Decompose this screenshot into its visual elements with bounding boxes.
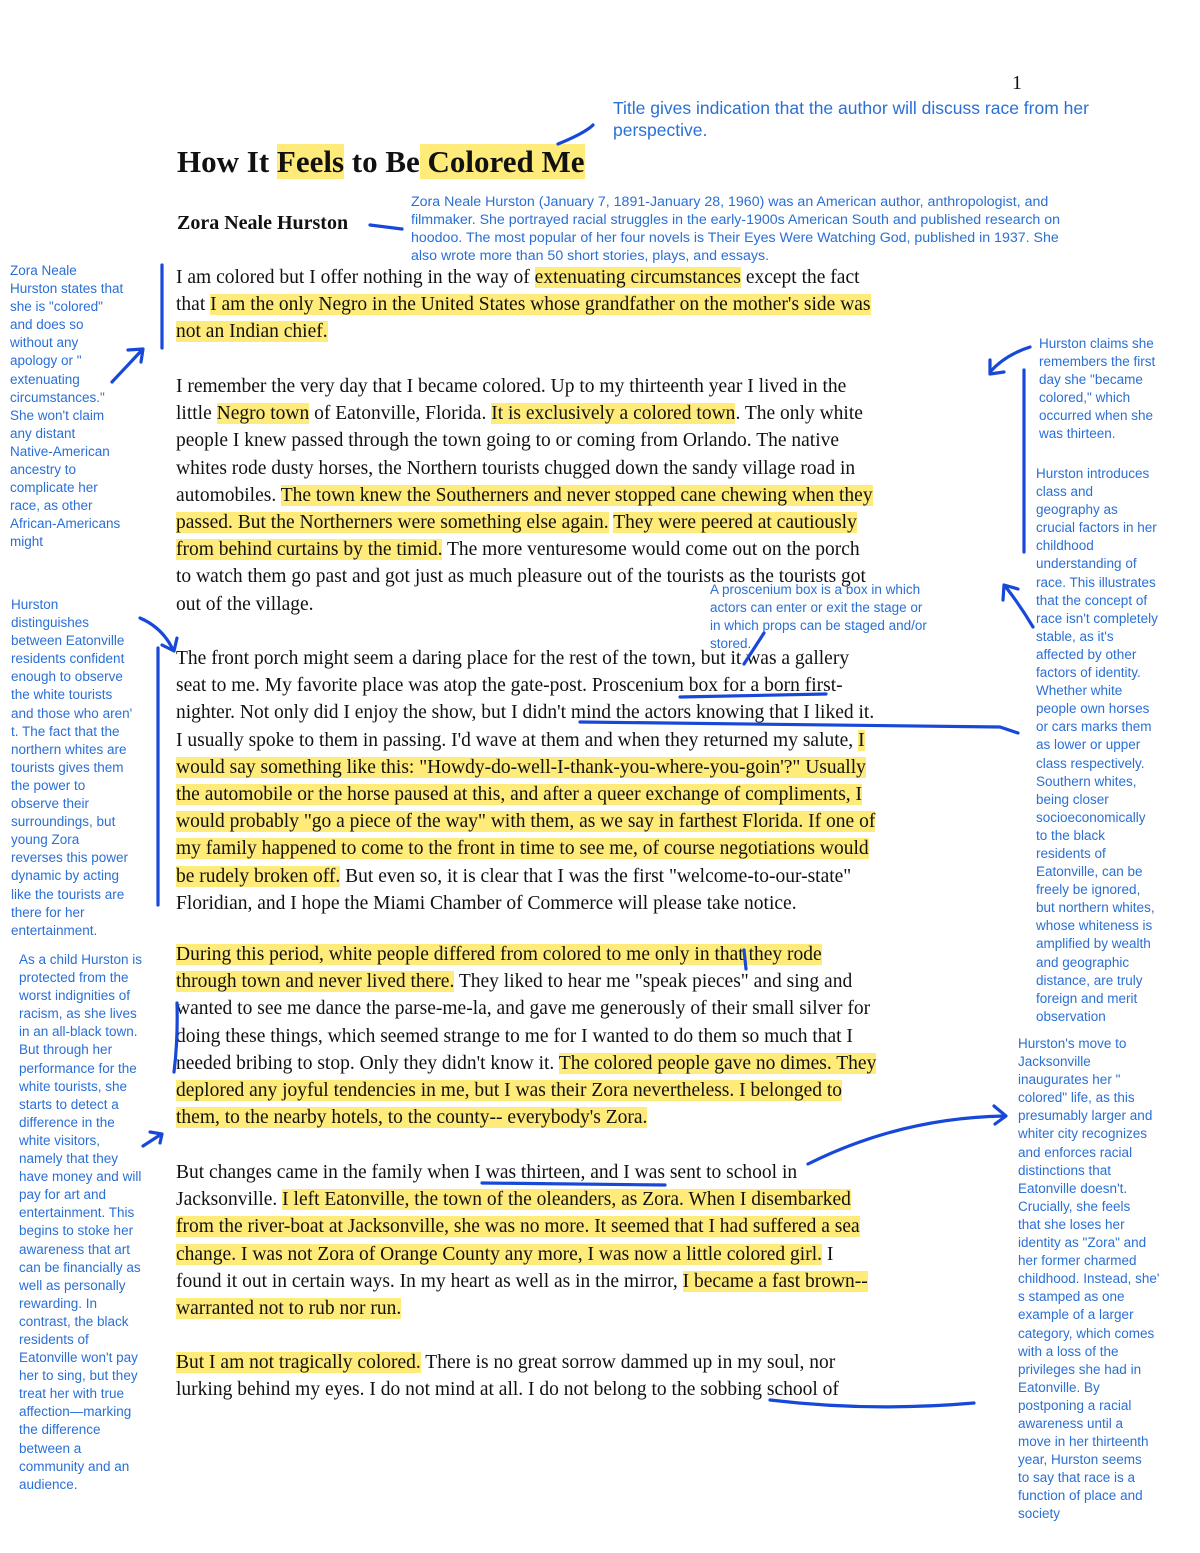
text-line [176, 400, 1024, 427]
text-line [176, 1376, 1024, 1403]
essay-paragraph [176, 645, 1024, 917]
essay-paragraph [176, 941, 1024, 1131]
text-line [176, 536, 1024, 563]
title-highlight-feels: Feels [276, 144, 345, 179]
note-line: dynamic by acting [11, 868, 120, 884]
highlighted-text: But I am not tragically colored. [176, 1352, 421, 1373]
note-line: entertainment. [11, 922, 98, 938]
note-line: Eatonville, can be [1036, 864, 1143, 880]
margin-note-jacksonville [1018, 1035, 1159, 1524]
highlighted-text: would say something like this: "Howdy-do-well-I-thank-you-where-you-goin'?" Usually [176, 756, 866, 778]
note-line: freely be ignored, [1036, 882, 1141, 898]
text-line [176, 1104, 1024, 1131]
ink-arrow-para2 [990, 347, 1030, 374]
text-segment: except the fact [740, 267, 860, 288]
text-line [176, 1077, 1024, 1104]
note-line: understanding of [1036, 556, 1137, 572]
text-segment: wanted to see me dance the parse-me-la, and gave me generously of their small silver for [176, 998, 871, 1020]
title-part: How It [177, 144, 277, 179]
text-segment: Floridian, and I hope the Miami Chamber of Commerce will please take notice. [176, 892, 797, 914]
highlighted-text: I became a fast brown-- [682, 1270, 868, 1292]
note-line: surroundings, but [11, 814, 116, 830]
note-line: in which props can be staged and/or [710, 618, 927, 634]
highlighted-text: It is exclusively a colored town [491, 403, 736, 425]
note-line: audience. [19, 1476, 78, 1492]
note-line: treat her with true [19, 1386, 125, 1402]
essay-paragraph [176, 1349, 1024, 1403]
note-line: like the tourists are [11, 886, 125, 902]
note-line: awareness until a [1018, 1415, 1124, 1431]
text-line [176, 373, 1024, 400]
note-line: crucial factors in her [1036, 520, 1157, 536]
note-line: function of place and [1018, 1488, 1143, 1504]
note-line: being closer [1036, 791, 1109, 807]
text-line [176, 455, 1024, 482]
note-line: example of a larger [1018, 1307, 1134, 1323]
note-line: people own horses [1036, 701, 1150, 717]
text-segment: I [822, 1243, 834, 1265]
text-segment: lurking behind my eyes. I do not mind at all. I do not belong to the sobbing school of [176, 1379, 839, 1401]
note-line: affected by other [1036, 646, 1137, 662]
note-line: between a [19, 1440, 82, 1456]
note-line: distinctions that [1018, 1162, 1112, 1178]
text-line [176, 509, 1024, 536]
text-line [176, 1295, 1024, 1322]
note-line: namely that they [19, 1151, 119, 1167]
note-line: class and [1036, 484, 1094, 500]
note-line: circumstances." [10, 389, 105, 405]
note-line: race isn't completely [1036, 610, 1158, 626]
note-line: racism, as she lives [19, 1006, 137, 1022]
note-line: that she loses her [1018, 1216, 1125, 1232]
note-line: contrast, the black [19, 1313, 129, 1329]
text-segment: The front porch might seem a daring place for the rest of the town, but it was a gallery [176, 648, 850, 669]
text-segment: But even so, it is clear that I was the first "welcome-to-our-state" [340, 865, 852, 887]
note-line: Hurston states that [10, 281, 124, 297]
note-line: complicate her [10, 480, 98, 496]
note-line: starts to detect a [19, 1096, 119, 1112]
highlighted-text: The town knew the Southerners and never stopped cane chewing when they [280, 484, 873, 506]
note-line: Crucially, she feels [1018, 1198, 1131, 1214]
note-line: but northern whites, [1036, 900, 1155, 916]
note-line: also wrote more than 50 short stories, plays, and essays. [411, 248, 770, 264]
note-line: enough to observe [11, 669, 123, 685]
note-line: Southern whites, [1036, 773, 1137, 789]
text-segment: I am colored but I offer nothing in the way of [176, 267, 535, 288]
text-line [176, 1159, 1024, 1186]
note-line: residents of [19, 1331, 89, 1347]
text-segment: They liked to hear me "speak pieces" and sing and [454, 971, 853, 993]
text-line [176, 995, 1024, 1022]
margin-note-became-colored [1039, 335, 1155, 444]
note-line: identity as "Zora" and [1018, 1235, 1147, 1251]
note-line: She won't claim [10, 407, 105, 423]
note-line: pay for art and [19, 1187, 107, 1203]
highlighted-text: During this period, white people differed from colored to me only in that they rode [176, 944, 822, 965]
note-line: class respectively. [1036, 755, 1145, 771]
note-line: Hurston claims she [1039, 336, 1154, 351]
text-segment: Jacksonville. [176, 1189, 283, 1211]
note-line: and does so [10, 317, 84, 333]
note-line: inaugurates her " [1018, 1072, 1121, 1088]
note-line: worst indignities of [19, 988, 131, 1004]
note-line: childhood. Instead, she' [1018, 1271, 1160, 1287]
note-line: category, which comes [1018, 1325, 1155, 1341]
text-segment: nighter. Not only did I enjoy the show, but I didn't mind the actors knowing that I liked it. [176, 702, 875, 724]
ink-arrow-childhood [143, 1132, 162, 1146]
note-line: observe their [11, 796, 90, 812]
highlighted-text: deplored any joyful tendencies in me, but I was their Zora nevertheless. I belonged to [176, 1080, 843, 1102]
note-line: entertainment. This [19, 1205, 135, 1221]
note-line: Title gives indication that the author will discuss race from her [613, 98, 1089, 118]
note-line: race, as other [10, 498, 93, 514]
highlighted-text: the automobile or the horse paused at this, and after a queer exchange of compliments, I [176, 784, 863, 806]
note-line: colored," which [1039, 390, 1131, 406]
highlighted-text: from behind curtains by the timid. [176, 539, 443, 561]
highlighted-text: be rudely broken off. [176, 865, 341, 887]
note-line: her to sing, but they [19, 1368, 138, 1384]
note-line: she is "colored" [10, 299, 103, 315]
note-line: observation [1036, 1008, 1106, 1024]
note-line: without any [10, 335, 79, 351]
note-line: stable, as it's [1036, 628, 1114, 644]
note-line: as lower or upper [1036, 737, 1141, 753]
author-bio-annotation [411, 193, 1060, 265]
text-segment: automobiles. [176, 484, 281, 506]
note-line: residents confident [11, 651, 125, 667]
note-line: white visitors, [19, 1132, 101, 1148]
title-highlight-colored-me: Colored Me [419, 144, 585, 179]
note-line: geography as [1036, 502, 1118, 518]
note-line: occurred when she [1039, 408, 1154, 424]
note-line: Eatonville won't pay [19, 1350, 138, 1366]
note-line: filmmaker. She portrayed racial struggles in the early-1900s American South and published research on [411, 212, 1061, 228]
note-line: and geographic [1036, 954, 1130, 970]
note-line: awareness that art [19, 1241, 131, 1257]
note-line: Hurston [11, 597, 59, 612]
text-line [176, 1023, 1024, 1050]
page-number: 1 [1012, 72, 1022, 94]
text-line [176, 808, 1024, 835]
title-annotation [613, 97, 1089, 141]
text-segment: found it out in certain ways. In my heart as well as in the mirror, [176, 1270, 683, 1292]
text-segment: whites rode dusty horses, the Northern tourists chugged down the sandy village road in [176, 457, 856, 479]
highlighted-text: warranted not to rub nor run. [176, 1298, 402, 1320]
note-line: residents of [1036, 845, 1106, 861]
note-line: and those who aren' [11, 705, 133, 721]
note-line: the white tourists [11, 687, 113, 703]
text-line [176, 482, 1024, 509]
note-line: year, Hurston seems [1018, 1452, 1142, 1468]
text-line [176, 1213, 1024, 1240]
note-line: perspective. [613, 120, 708, 140]
note-line: African-Americans [10, 516, 121, 532]
ink-arrow-title [558, 125, 593, 144]
note-line: well as personally [19, 1277, 126, 1293]
note-line: whose whiteness is [1036, 918, 1153, 934]
note-line: community and an [19, 1458, 130, 1474]
note-line: any distant [10, 425, 76, 441]
note-line: apology or " [10, 353, 82, 369]
note-line: northern whites are [11, 741, 127, 757]
note-line: performance for the [19, 1060, 137, 1076]
highlighted-text: through town and never lived there. [176, 971, 455, 993]
note-line: A proscenium box is a box in which [710, 582, 921, 597]
note-line: that the concept of [1036, 592, 1148, 608]
text-segment: people I knew passed through the town going to or coming from Orlando. The native [176, 430, 840, 452]
note-line: extenuating [10, 371, 80, 387]
margin-note-colored [10, 262, 123, 552]
highlighted-text: I am the only Negro in the United States whose grandfather on the mother's side was [210, 294, 871, 316]
text-segment: little [176, 403, 217, 425]
note-line: Zora Neale Hurston (January 7, 1891-January 28, 1960) was an American author, anthropologist, and [411, 194, 1049, 210]
note-line: colored" life, as this [1018, 1090, 1135, 1106]
text-segment: that [176, 294, 211, 316]
note-line: have money and will [19, 1169, 142, 1185]
text-segment: to watch them go past and got just as much pleasure out of the tourists as the tourists got [176, 566, 866, 588]
ink-arrow-porch [140, 618, 177, 651]
text-line [176, 968, 1024, 995]
note-line: affection—marking [19, 1404, 132, 1420]
ink-dash-author [370, 225, 402, 229]
text-line [176, 835, 1024, 862]
note-line: Whether white [1036, 683, 1123, 699]
note-line: might [10, 534, 44, 550]
text-line [176, 863, 1024, 890]
text-segment: of Eatonville, Florida. [309, 403, 492, 425]
note-line: tourists gives them [11, 759, 124, 775]
note-line: in an all-black town. [19, 1024, 138, 1040]
text-line [176, 427, 1024, 454]
note-line: her former charmed [1018, 1253, 1137, 1269]
highlighted-text: I [858, 729, 865, 751]
highlighted-text: Negro town [216, 403, 310, 425]
note-line: protected from the [19, 970, 129, 986]
text-segment: The more venturesome would come out on the porch [442, 539, 860, 561]
note-line: distance, are truly [1036, 972, 1143, 988]
note-line: young Zora [11, 832, 80, 848]
text-line [176, 754, 1024, 781]
note-line: Hurston's move to [1018, 1036, 1127, 1051]
note-line: the difference [19, 1422, 101, 1438]
note-line: hoodoo. The most popular of her four novels is Their Eyes Were Watching God, published in 1937. She [411, 230, 1059, 246]
note-line: Native-American [10, 443, 110, 459]
note-line: Jacksonville [1018, 1054, 1091, 1070]
text-segment: needed bribing to stop. Only they didn't know it. [176, 1052, 559, 1074]
note-line: society [1018, 1506, 1061, 1522]
note-line: difference in the [19, 1114, 115, 1130]
text-line [176, 699, 1024, 726]
note-line: Eatonville. By [1018, 1379, 1100, 1395]
highlighted-text: passed. But the Northerners were something else again. [176, 512, 609, 534]
note-line: whiter city recognizes [1018, 1126, 1148, 1142]
note-line: white tourists, she [19, 1078, 128, 1094]
note-line: socioeconomically [1036, 809, 1146, 825]
note-line: t. The fact that the [11, 723, 120, 739]
note-line: or cars marks them [1036, 719, 1152, 735]
note-line: rewarding. In [19, 1295, 98, 1311]
text-line [176, 672, 1024, 699]
text-line [176, 318, 1024, 345]
note-line: As a child Hurston is [19, 952, 143, 967]
text-line [176, 727, 1024, 754]
note-line: But through her [19, 1042, 113, 1058]
highlighted-text: them, to the nearby hotels, to the county-- everybody's Zora. [176, 1107, 648, 1129]
margin-note-tourists [11, 596, 132, 940]
text-segment: There is no great sorrow dammed up in my soul, nor [420, 1352, 836, 1373]
text-segment: out of the village. [176, 593, 314, 615]
text-line [176, 1241, 1024, 1268]
note-line: actors can enter or exit the stage or [710, 600, 923, 616]
document-title [177, 144, 585, 180]
text-line [176, 890, 1024, 917]
author-name: Zora Neale Hurston [177, 212, 349, 234]
highlighted-text: would probably "go a piece of the way" with them, as we say in farthest Florida. If one of [176, 811, 876, 833]
highlighted-text: my family happened to come to the front in time to see me, of course negotiations would [176, 838, 869, 860]
note-line: day she "became [1039, 372, 1143, 388]
text-line [176, 291, 1024, 318]
note-line: with a loss of the [1018, 1343, 1119, 1359]
text-segment: I usually spoke to them in passing. I'd wave at them and when they returned my salute, [176, 729, 859, 751]
text-line [176, 264, 1024, 291]
note-line: between Eatonville [11, 633, 125, 649]
note-line: Zora Neale [10, 263, 77, 278]
note-line: there for her [11, 904, 85, 920]
note-line: Hurston introduces [1036, 466, 1150, 481]
note-line: to say that race is a [1018, 1470, 1136, 1486]
note-line: remembers the first [1039, 354, 1156, 370]
note-line: factors of identity. [1036, 665, 1141, 681]
highlighted-text: I left Eatonville, the town of the oleanders, as Zora. When I disembarked [282, 1189, 851, 1211]
note-line: reverses this power [11, 850, 129, 866]
note-line: ancestry to [10, 462, 77, 478]
title-part: to Be [344, 144, 420, 179]
highlighted-text: The colored people gave no dimes. They [558, 1052, 877, 1074]
text-line [176, 1186, 1024, 1213]
text-line [176, 1268, 1024, 1295]
note-line: stored. [710, 636, 752, 652]
text-line [176, 941, 1024, 968]
text-line [176, 1050, 1024, 1077]
note-line: and enforces racial [1018, 1144, 1133, 1160]
note-line: move in her thirteenth [1018, 1434, 1149, 1450]
note-line: to the black [1036, 827, 1106, 843]
note-line: privileges she had in [1018, 1361, 1142, 1377]
margin-note-class-geography [1036, 465, 1158, 1026]
note-line: can be financially as [19, 1259, 141, 1275]
essay-paragraph [176, 264, 1024, 346]
highlighted-text: not an Indian chief. [176, 321, 328, 343]
note-line: the power to [11, 777, 86, 793]
highlighted-text: change. I was not Zora of Orange County any more, I was now a little colored girl. [176, 1243, 823, 1265]
highlighted-text: extenuating circumstances [534, 267, 741, 288]
text-segment: But changes came in the family when I was thirteen, and I was sent to school in [176, 1162, 798, 1183]
essay-paragraph [176, 1159, 1024, 1322]
text-line [176, 1349, 1024, 1376]
note-line: childhood [1036, 538, 1094, 554]
note-line: s stamped as one [1018, 1289, 1125, 1305]
note-line: presumably larger and [1018, 1108, 1153, 1124]
note-line: race. This illustrates [1036, 574, 1156, 590]
margin-note-childhood [19, 951, 142, 1494]
note-line: was thirteen. [1039, 426, 1116, 442]
highlighted-text: They were peered at cautiously [613, 512, 857, 534]
text-line [176, 781, 1024, 808]
note-line: distinguishes [11, 615, 90, 631]
note-line: amplified by wealth [1036, 936, 1151, 952]
note-line: postponing a racial [1018, 1397, 1132, 1413]
proscenium-definition [710, 581, 927, 653]
highlighted-text: from the river-boat at Jacksonville, she was no more. It seemed that I had suffered a sea [176, 1216, 860, 1238]
text-segment: I remember the very day that I became colored. Up to my thirteenth year I lived in the [176, 376, 847, 397]
text-segment: seat to me. My favorite place was atop the gate-post. Proscenium box for a born first- [176, 675, 843, 697]
note-line: foreign and merit [1036, 990, 1138, 1006]
text-segment: . The only white [735, 403, 863, 425]
note-line: begins to stoke her [19, 1223, 134, 1239]
text-segment: doing these things, which seemed strange to me for I wanted to do them so much that I [176, 1025, 853, 1047]
note-line: Eatonville doesn't. [1018, 1180, 1128, 1196]
